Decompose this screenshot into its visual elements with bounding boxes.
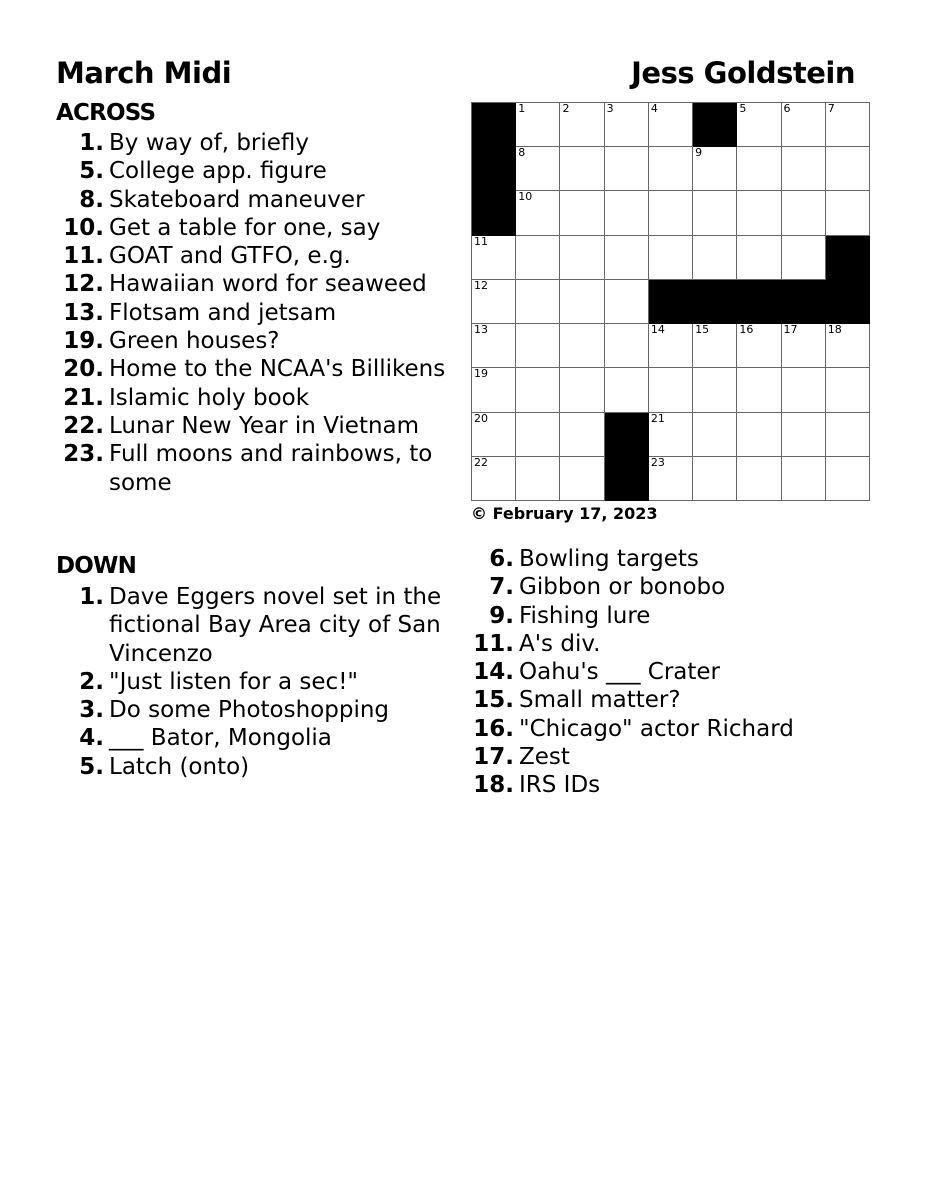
grid-cell[interactable]	[560, 103, 604, 147]
clue-number: 13.	[63, 299, 104, 326]
clue-text: College app. figure	[109, 158, 327, 185]
grid-cell[interactable]	[649, 191, 693, 235]
black-cell	[693, 103, 737, 147]
grid-cell[interactable]	[516, 191, 560, 235]
clue-number: 8.	[79, 186, 104, 213]
cell-number: 9	[695, 146, 703, 160]
down-heading: DOWN	[56, 553, 137, 579]
cell-number: 10	[518, 190, 533, 204]
grid-cell[interactable]	[560, 457, 604, 501]
clue-number: 4.	[79, 725, 104, 752]
clue-text: Skateboard maneuver	[109, 186, 365, 213]
clue-number: 5.	[79, 158, 104, 185]
black-cell	[472, 191, 516, 235]
clue-text: Hawaiian word for seaweed	[109, 271, 427, 298]
clue-number: 7.	[489, 574, 514, 601]
grid-cell[interactable]	[737, 103, 781, 147]
across-heading: ACROSS	[56, 100, 156, 126]
clue-number: 18.	[473, 772, 514, 799]
clue-number: 16.	[473, 715, 514, 742]
clue-number: 9.	[489, 602, 514, 629]
copyright-date: © February 17, 2023	[471, 504, 658, 523]
clue-number: 14.	[473, 659, 514, 686]
clue-item[interactable]	[470, 573, 890, 601]
grid-cell[interactable]	[472, 413, 516, 457]
clue-text: GOAT and GTFO, e.g.	[109, 243, 351, 270]
clue-text: Dave Eggers novel set in the fictional Bay Area city of San Vincenzo	[109, 584, 442, 667]
black-cell	[737, 280, 781, 324]
cell-number: 4	[650, 102, 658, 115]
clue-number: 17.	[473, 744, 514, 771]
clue-number: 15.	[473, 687, 514, 714]
clue-item[interactable]	[56, 384, 456, 412]
grid-cell[interactable]	[693, 324, 737, 368]
grid-cell[interactable]	[605, 368, 649, 412]
grid-cell[interactable]	[560, 324, 604, 368]
clue-item[interactable]	[56, 186, 456, 214]
grid-cell[interactable]	[782, 324, 826, 368]
grid-cell[interactable]	[516, 103, 560, 147]
clue-item[interactable]	[56, 270, 456, 298]
clue-item[interactable]	[56, 583, 461, 668]
clue-text: Zest	[519, 744, 570, 771]
grid-cell[interactable]	[605, 147, 649, 191]
clue-number: 3.	[79, 697, 104, 724]
clue-number: 5.	[79, 753, 104, 780]
clue-text: IRS IDs	[519, 772, 601, 799]
grid-cell[interactable]	[649, 236, 693, 280]
clue-text: Oahu's ___ Crater	[519, 659, 721, 686]
clue-text: A's div.	[519, 630, 601, 657]
grid-cell[interactable]	[605, 280, 649, 324]
clue-item[interactable]	[56, 440, 456, 497]
grid-cell[interactable]	[472, 324, 516, 368]
crossword-grid[interactable]	[471, 102, 870, 501]
grid-cell[interactable]	[605, 236, 649, 280]
clue-text: "Chicago" actor Richard	[519, 715, 794, 742]
cell-number: 6	[783, 102, 791, 115]
puzzle-title: March Midi	[56, 56, 232, 90]
clue-item[interactable]	[56, 753, 461, 781]
black-cell	[826, 280, 870, 324]
grid-cell[interactable]	[737, 147, 781, 191]
cell-number: 13	[474, 323, 488, 337]
cell-number: 11	[474, 234, 488, 248]
grid-cell[interactable]	[560, 280, 604, 324]
clue-number: 11.	[473, 630, 514, 657]
grid-cell[interactable]	[737, 368, 781, 412]
grid-cell[interactable]	[693, 191, 737, 235]
cell-number: 23	[650, 455, 665, 469]
grid-cell[interactable]	[826, 413, 870, 457]
grid-cell[interactable]	[649, 324, 693, 368]
across-clue-list	[56, 129, 456, 497]
clue-number: 12.	[63, 271, 104, 298]
grid-cell[interactable]	[516, 457, 560, 501]
grid-cell[interactable]	[560, 191, 604, 235]
grid-cell[interactable]	[826, 368, 870, 412]
clue-item[interactable]	[470, 715, 890, 743]
grid-cell[interactable]	[516, 324, 560, 368]
cell-number: 19	[474, 367, 488, 381]
cell-number: 1	[518, 102, 526, 115]
clue-text: Latch (onto)	[109, 753, 250, 780]
grid-cell[interactable]	[826, 457, 870, 501]
grid-cell[interactable]	[693, 368, 737, 412]
grid-cell[interactable]	[516, 147, 560, 191]
cell-number: 18	[827, 323, 842, 337]
down-clue-list-col2	[470, 545, 890, 800]
grid-cell[interactable]	[649, 368, 693, 412]
clue-text: Full moons and rainbows, to some	[109, 441, 433, 496]
clue-item[interactable]	[56, 696, 461, 724]
grid-cell[interactable]	[472, 236, 516, 280]
clue-item[interactable]	[56, 214, 456, 242]
grid-cell[interactable]	[516, 368, 560, 412]
clue-item[interactable]	[56, 412, 456, 440]
grid-cell[interactable]	[693, 236, 737, 280]
grid-cell[interactable]	[472, 368, 516, 412]
cell-number: 17	[783, 323, 798, 337]
down-clue-list-col1	[56, 583, 461, 781]
cell-number: 16	[739, 323, 754, 337]
grid-cell[interactable]	[826, 147, 870, 191]
grid-cell[interactable]	[560, 236, 604, 280]
clue-text: Green houses?	[109, 328, 280, 355]
grid-cell[interactable]	[737, 236, 781, 280]
cell-number: 7	[827, 102, 835, 115]
grid-cell[interactable]	[737, 457, 781, 501]
clue-text: Home to the NCAA's Billikens	[109, 356, 446, 383]
black-cell	[472, 147, 516, 191]
cell-number: 5	[739, 102, 747, 115]
grid-cell[interactable]	[826, 324, 870, 368]
clue-number: 23.	[63, 441, 104, 468]
cell-number: 8	[518, 146, 526, 160]
grid-cell[interactable]	[693, 457, 737, 501]
clue-number: 19.	[63, 328, 104, 355]
grid-cell[interactable]	[737, 324, 781, 368]
grid-cell[interactable]	[605, 191, 649, 235]
clue-item[interactable]	[470, 658, 890, 686]
cell-number: 15	[695, 323, 710, 337]
clue-item[interactable]	[56, 724, 461, 752]
black-cell	[605, 413, 649, 457]
cell-number: 21	[650, 411, 665, 425]
clue-text: Bowling targets	[519, 546, 699, 572]
clue-text: Lunar New Year in Vietnam	[109, 412, 420, 439]
grid-cell[interactable]	[560, 147, 604, 191]
clue-text: By way of, briefly	[109, 130, 310, 156]
grid-cell[interactable]	[560, 413, 604, 457]
clue-number: 1.	[79, 584, 104, 610]
cell-number: 20	[474, 411, 488, 425]
grid-cell[interactable]	[782, 147, 826, 191]
black-cell	[472, 103, 516, 147]
grid-cell[interactable]	[737, 413, 781, 457]
grid-cell[interactable]	[516, 236, 560, 280]
clue-item[interactable]	[56, 242, 456, 270]
grid-cell[interactable]	[472, 457, 516, 501]
grid-cell[interactable]	[782, 368, 826, 412]
black-cell	[693, 280, 737, 324]
grid-cell[interactable]	[782, 103, 826, 147]
clue-item[interactable]	[56, 668, 461, 696]
cell-number: 14	[650, 323, 665, 337]
grid-cell[interactable]	[605, 103, 649, 147]
clue-number: 22.	[63, 412, 104, 439]
grid-cell[interactable]	[649, 147, 693, 191]
clue-number: 10.	[63, 214, 104, 241]
clue-item[interactable]	[56, 355, 456, 383]
clue-text: Islamic holy book	[109, 384, 310, 411]
grid-cell[interactable]	[649, 413, 693, 457]
grid-cell[interactable]	[649, 103, 693, 147]
cell-number: 2	[562, 102, 570, 115]
black-cell	[782, 280, 826, 324]
clue-number: 20.	[63, 356, 104, 383]
clue-text: "Just listen for a sec!"	[109, 668, 358, 695]
clue-text: Gibbon or bonobo	[519, 574, 726, 601]
clue-text: Fishing lure	[519, 602, 651, 629]
cell-number: 12	[474, 278, 488, 292]
grid-cell[interactable]	[782, 413, 826, 457]
clue-item[interactable]	[56, 129, 456, 157]
grid-cell[interactable]	[605, 324, 649, 368]
clue-item[interactable]	[56, 299, 456, 327]
clue-number: 21.	[63, 384, 104, 411]
clue-text: ___ Bator, Mongolia	[109, 725, 332, 752]
grid-cell[interactable]	[737, 191, 781, 235]
clue-item[interactable]	[470, 686, 890, 714]
clue-item[interactable]	[56, 157, 456, 185]
clue-number: 2.	[79, 668, 104, 695]
clue-text: Do some Photoshopping	[109, 697, 390, 724]
clue-item[interactable]	[470, 743, 890, 771]
cell-number: 3	[606, 102, 614, 115]
black-cell	[649, 280, 693, 324]
grid-cell[interactable]	[693, 147, 737, 191]
grid-cell[interactable]	[516, 413, 560, 457]
grid-cell[interactable]	[826, 103, 870, 147]
grid-cell[interactable]	[826, 191, 870, 235]
black-cell	[605, 457, 649, 501]
grid-cell[interactable]	[693, 413, 737, 457]
clue-number: 11.	[63, 243, 104, 270]
clue-item[interactable]	[470, 771, 890, 799]
puzzle-author: Jess Goldstein	[631, 56, 855, 90]
grid-cell[interactable]	[472, 280, 516, 324]
clue-text: Small matter?	[519, 687, 681, 714]
clue-item[interactable]	[56, 327, 456, 355]
clue-text: Get a table for one, say	[109, 214, 381, 241]
cell-number: 22	[474, 455, 488, 469]
grid-cell[interactable]	[516, 280, 560, 324]
grid-cell[interactable]	[782, 191, 826, 235]
clue-number: 6.	[489, 546, 514, 572]
clue-item[interactable]	[470, 602, 890, 630]
grid-cell[interactable]	[782, 236, 826, 280]
clue-item[interactable]	[470, 630, 890, 658]
grid-cell[interactable]	[560, 368, 604, 412]
clue-number: 1.	[79, 130, 104, 156]
black-cell	[826, 236, 870, 280]
clue-item[interactable]	[470, 545, 890, 573]
grid-cell[interactable]	[649, 457, 693, 501]
clue-text: Flotsam and jetsam	[109, 299, 337, 326]
grid-cell[interactable]	[782, 457, 826, 501]
